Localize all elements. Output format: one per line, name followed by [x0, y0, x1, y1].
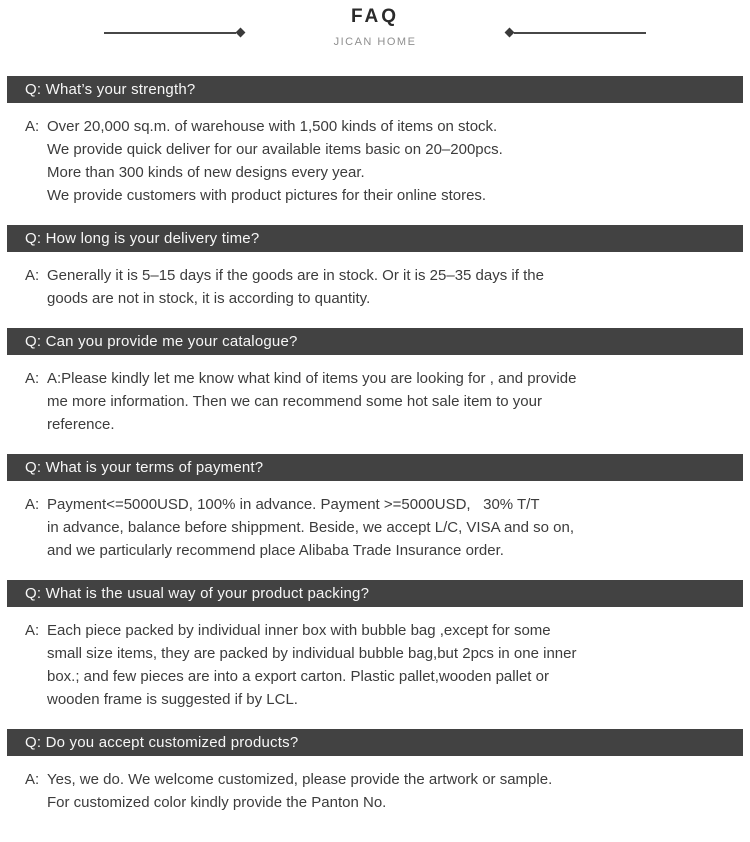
- faq-answer: [25, 493, 730, 562]
- faq-answer-lines: [47, 493, 730, 562]
- faq-question-bar: [7, 328, 743, 355]
- faq-answer-line: Yes, we do. We welcome customized, please provide the artwork or sample.: [47, 771, 553, 788]
- faq-answer-line: We provide quick deliver for our available items basic on 20–200pcs.: [47, 141, 503, 158]
- faq-answer-line: Generally it is 5–15 days if the goods are in stock. Or it is 25–35 days if the: [47, 267, 544, 284]
- faq-question-bar: [7, 729, 743, 756]
- faq-answer: [25, 367, 730, 436]
- faq-answer-line: More than 300 kinds of new designs every year.: [47, 164, 365, 181]
- faq-answer-line: Over 20,000 sq.m. of warehouse with 1,500 kinds of items on stock.: [47, 118, 498, 135]
- faq-question-bar: [7, 580, 743, 607]
- faq-answer-lines: [47, 264, 730, 310]
- horizontal-line: [514, 32, 646, 34]
- faq-answer: [25, 768, 730, 814]
- answer-prefix: A:: [25, 267, 40, 284]
- faq-question-bar: [7, 454, 743, 481]
- faq-answer-line: For customized color kindly provide the Panton No.: [47, 794, 387, 811]
- answer-prefix: A:: [25, 118, 40, 135]
- faq-answer: [25, 619, 730, 711]
- faq-answer-line: reference.: [47, 416, 115, 433]
- answer-prefix: A:: [25, 370, 40, 387]
- faq-answer-lines: [47, 115, 730, 207]
- faq-answer-line: A:Please kindly let me know what kind of items you are looking for , and provide: [47, 370, 577, 387]
- faq-item: [0, 76, 750, 207]
- brand-subtitle: JICAN HOME: [333, 36, 417, 48]
- faq-answer-line: box.; and few pieces are into a export carton. Plastic pallet,wooden pallet or: [47, 668, 549, 685]
- faq-answer-line: and we particularly recommend place Alibaba Trade Insurance order.: [47, 542, 504, 559]
- faq-question-text: Q: What is the usual way of your product packing?: [25, 585, 370, 602]
- horizontal-line: [104, 32, 236, 34]
- faq-answer: [25, 115, 730, 207]
- faq-question-text: Q: What’s your strength?: [25, 81, 196, 98]
- diamond-icon: [236, 28, 246, 38]
- faq-answer-line: me more information. Then we can recommend some hot sale item to your: [47, 393, 542, 410]
- decorative-rule-right: [505, 29, 646, 36]
- faq-answer-lines: [47, 768, 730, 814]
- faq-answer-lines: [47, 367, 730, 436]
- faq-question-text: Q: What is your terms of payment?: [25, 459, 264, 476]
- faq-answer-line: in advance, balance before shippment. Beside, we accept L/C, VISA and so on,: [47, 519, 574, 536]
- faq-answer-line: We provide customers with product pictures for their online stores.: [47, 187, 487, 204]
- page-title: FAQ: [350, 6, 400, 27]
- answer-prefix: A:: [25, 622, 40, 639]
- diamond-icon: [505, 28, 515, 38]
- faq-item: [0, 729, 750, 814]
- faq-question-text: Q: Can you provide me your catalogue?: [25, 333, 298, 350]
- decorative-rule-left: [104, 29, 245, 36]
- faq-answer-line: Payment<=5000USD, 100% in advance. Payment >=5000USD, 30% T/T: [47, 496, 540, 513]
- faq-question-text: Q: Do you accept customized products?: [25, 734, 299, 751]
- faq-answer-line: Each piece packed by individual inner box with bubble bag ,except for some: [47, 622, 551, 639]
- page-header: [0, 0, 750, 58]
- faq-question-bar: [7, 225, 743, 252]
- faq-item: [0, 580, 750, 711]
- answer-prefix: A:: [25, 496, 40, 513]
- faq-item: [0, 225, 750, 310]
- faq-answer-line: goods are not in stock, it is according to quantity.: [47, 290, 371, 307]
- faq-item: [0, 454, 750, 562]
- faq-answer-line: wooden frame is suggested if by LCL.: [47, 691, 298, 708]
- faq-item: [0, 328, 750, 436]
- faq-answer-lines: [47, 619, 730, 711]
- faq-question-bar: [7, 76, 743, 103]
- answer-prefix: A:: [25, 771, 40, 788]
- faq-answer: [25, 264, 730, 310]
- faq-answer-line: small size items, they are packed by individual bubble bag,but 2pcs in one inner: [47, 645, 577, 662]
- faq-question-text: Q: How long is your delivery time?: [25, 230, 260, 247]
